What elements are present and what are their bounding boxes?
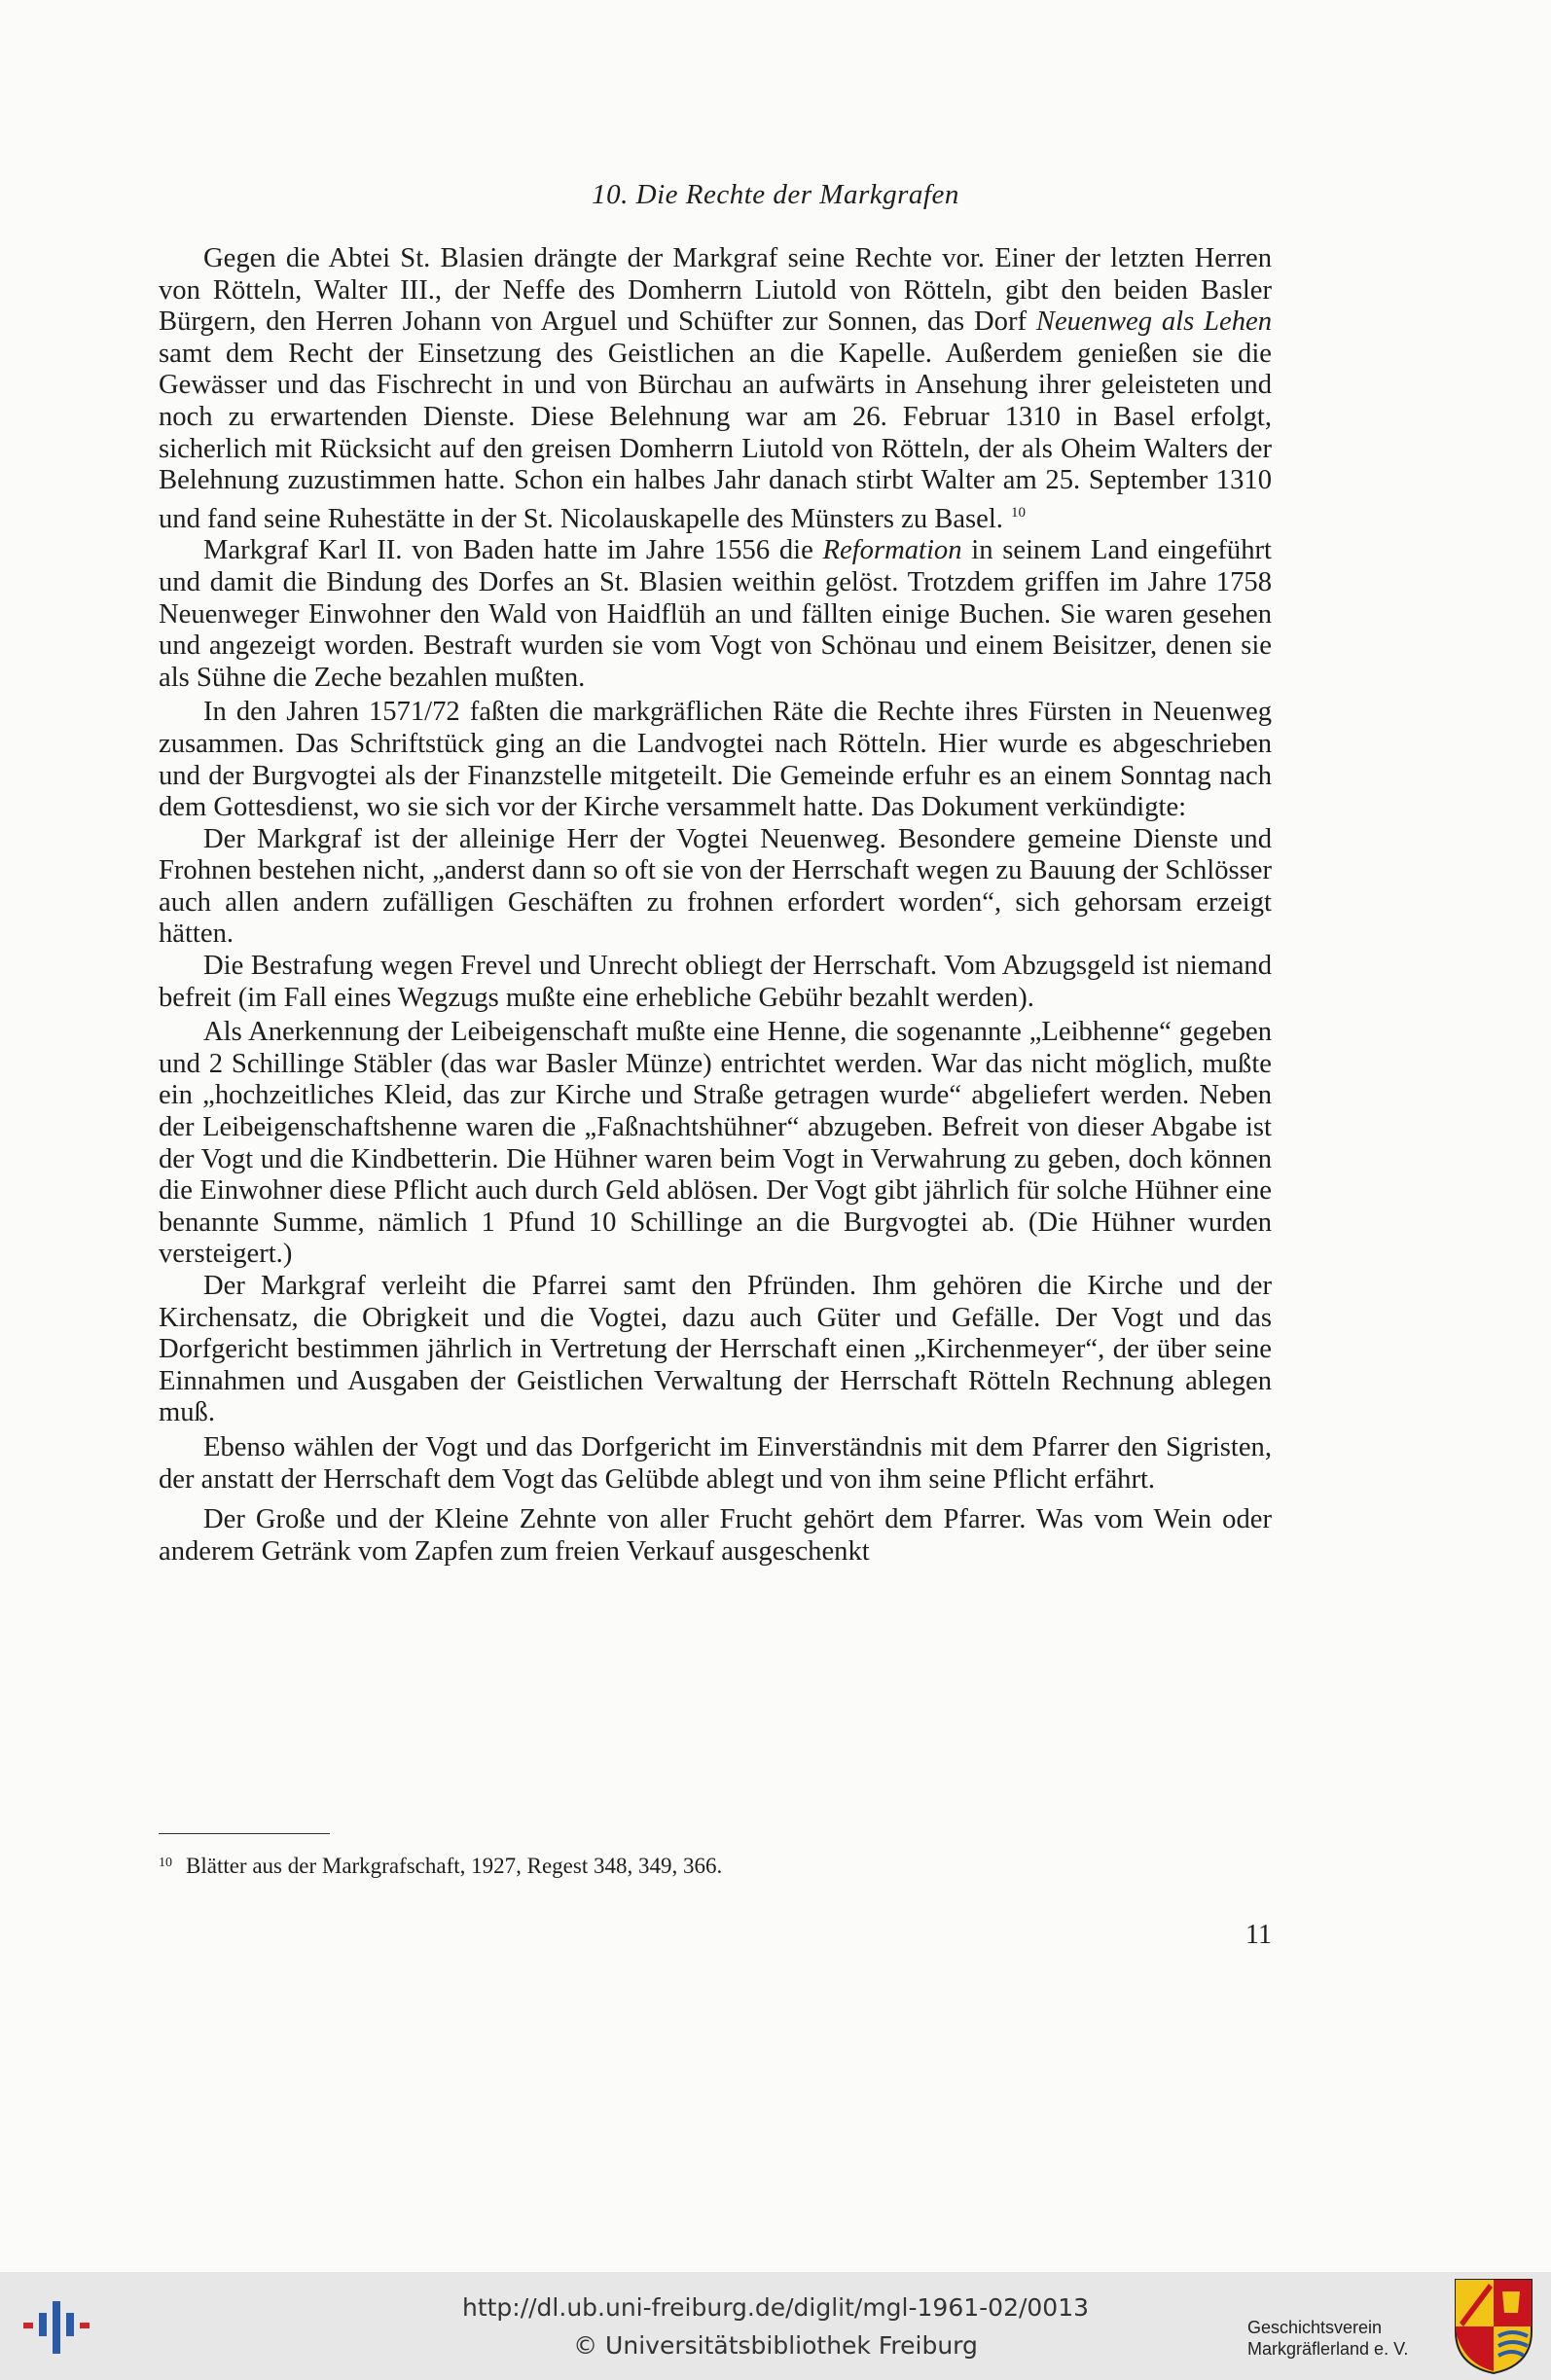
paragraph: Gegen die Abtei St. Blasien drängte der Markgraf seine Rechte vor. Einer der letzten Herren von Rötteln, Walter III., der Neffe des Domherrn Liutold von Rötteln, gibt den beiden Basler Bürgern, den Herren Johann von Arguel und Schüfter zur Sonnen, das Dorf Neuenweg als Lehen samt dem Recht der Einsetzung des Geistlichen an die Kapelle. Außerdem genießen sie die Gewässer und das Fischrecht in und von Bürchau an aufwärts in Ansehung ihrer geleisteten und noch zu erwartenden Dienste. Diese Belehnung war am 26. Februar 1310 in Basel erfolgt, sicherlich mit Rücksicht auf den greisen Domherrn Liutold von Rötteln, der als Oheim Walters der Belehnung zuzustimmen hatte. Schon ein halbes Jahr danach stirbt Walter am 25. September 1310 und fand seine Ruhestätte in der St. Nicolauskapelle des Münsters zu Basel. $^{10}$ — [159, 243, 1272, 534]
footer-bar — [0, 2272, 1551, 2380]
paragraph: Als Anerkennung der Leibeigenschaft mußte eine Henne, die sogenannte „Leibhenne“ gegeben und 2 Schillinge Stäbler (das war Basler Münze) entrichtet werden. War das nicht möglich, mußte ein „hochzeitliches Kleid, das zur Kirche und Straße getragen wurde“ abgeliefert werden. Neben der Leibeigenschaftshenne waren die „Faßnachtshühner“ abzugeben. Befreit von dieser Abgabe ist der Vogt und die Kindbetterin. Die Hühner waren beim Vogt in Verwahrung zu geben, doch können die Einwohner diese Pflicht auch durch Geld ablösen. Der Vogt gibt jährlich für solche Hühner eine benannte Summe, nämlich 1 Pfund 10 Schillinge an die Burgvogtei ab. (Die Hühner wurden versteigert.) — [159, 1017, 1272, 1270]
footnote-text: Blätter aus der Markgrafschaft, 1927, Regest 348, 349, 366. — [186, 1854, 723, 1878]
footnote-marker[interactable]: 10 — [1010, 504, 1026, 521]
footnote-number: 10 — [159, 1856, 172, 1870]
document-url-link[interactable]: http://dl.ub.uni-freiburg.de/diglit/mgl-1961-02/0013 — [461, 2293, 1090, 2322]
page-number: 11 — [1245, 1920, 1272, 1950]
paragraph: In den Jahren 1571/72 faßten die markgräflichen Räte die Rechte ihres Fürsten in Neuenweg zusammen. Das Schriftstück ging an die Landvogtei nach Rötteln. Hier wurde es abgeschrieben und der Burgvogtei als der Finanzstelle mitgeteilt. Die Gemeinde erfuhr es an einem Sonntag nach dem Gottesdienst, wo sie sich vor der Kirche versammelt hatte. Das Dokument verkündigte: — [159, 697, 1272, 823]
footnote-rule — [159, 1833, 330, 1834]
copyright-notice: © Universitätsbibliothek Freiburg — [573, 2331, 978, 2360]
emphasis: Reformation — [822, 535, 962, 566]
paragraph: Die Bestrafung wegen Frevel und Unrecht obliegt der Herrschaft. Vom Abzugsgeld ist niemand befreit (im Fall eines Wegzugs mußte eine erhebliche Gebühr bezahlt werden). — [159, 951, 1272, 1013]
paragraph: Der Markgraf ist der alleinige Herr der Vogtei Neuenweg. Besondere gemeine Dienste und Frohnen bestehen nicht, „anderst dann so oft sie von der Herrschaft wegen zu Bauung der Schlösser auch allen andern zufälligen Geschäften zu frohnen erfordert worden“, sich gehorsam erzeigt hätten. — [159, 823, 1272, 950]
markgraeflerland-crest-icon[interactable] — [1454, 2278, 1533, 2375]
body-text — [159, 243, 1272, 1568]
paragraph: Markgraf Karl II. von Baden hatte im Jahre 1556 die Reformation in seinem Land eingeführt und damit die Bindung des Dorfes an St. Blasien weithin gelöst. Trotzdem griffen im Jahre 1758 Neuenweger Einwohner den Wald von Haidflüh an und fällten einige Buchen. Sie waren gesehen und angezeigt worden. Bestraft wurden sie vom Vogt von Schönau und einem Beisitzer, denen sie als Sühne die Zeche bezahlen mußten. — [159, 535, 1272, 693]
footnote — [159, 1854, 722, 1879]
paragraph: Der Markgraf verleiht die Pfarrei samt den Pfründen. Ihm gehören die Kirche und der Kirchensatz, die Obrigkeit und die Vogtei, dazu auch Güter und Gefälle. Der Vogt und das Dorfgericht bestimmen jährlich in Vertretung der Herrschaft einen „Kirchenmeyer“, der über seine Einnahmen und Ausgaben der Geistlichen Verwaltung der Herrschaft Rötteln Rechnung ablegen muß. — [159, 1271, 1272, 1428]
emphasis: Neuenweg als Lehen — [1035, 307, 1272, 338]
paragraph: Der Große und der Kleine Zehnte von aller Frucht gehört dem Pfarrer. Was vom Wein oder anderem Getränk vom Zapfen zum freien Verkauf ausgeschenkt — [159, 1504, 1272, 1567]
page-header: 10. Die Rechte der Markgrafen — [592, 179, 959, 210]
paragraph: Ebenso wählen der Vogt und das Dorfgericht im Einverständnis mit dem Pfarrer den Sigristen, der anstatt der Herrschaft dem Vogt das Gelübde ablegt und von ihm seine Pflicht erfährt. — [159, 1431, 1272, 1495]
society-name: Geschichtsverein Markgräflerland e. V. — [1247, 2318, 1409, 2359]
